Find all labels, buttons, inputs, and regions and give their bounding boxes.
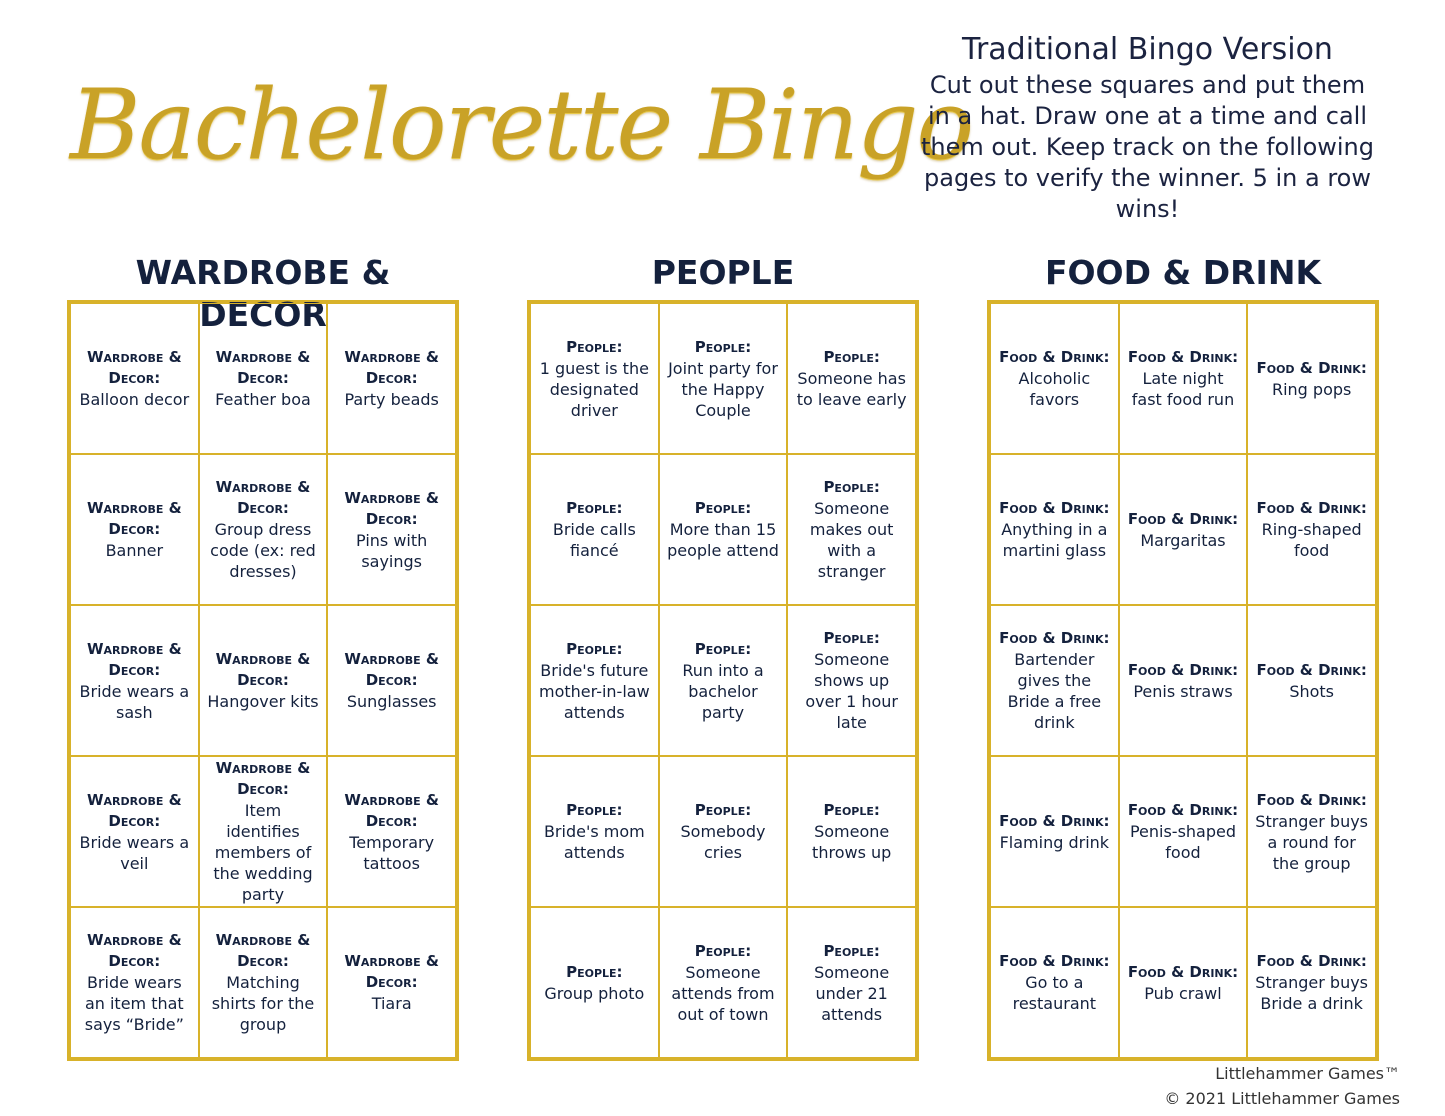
bingo-square <box>659 756 788 907</box>
square-text: Feather boa <box>215 390 311 409</box>
square-text: Matching shirts for the group <box>211 973 315 1034</box>
square-text: Someone has to leave early <box>796 369 907 409</box>
bingo-square <box>1119 605 1248 756</box>
square-text: Flaming drink <box>999 832 1110 852</box>
bingo-square <box>327 907 456 1058</box>
bingo-square <box>1247 756 1376 907</box>
square-category: Wardrobe & Decor: <box>215 478 311 517</box>
bingo-square <box>787 605 916 756</box>
square-category: Wardrobe & Decor: <box>215 931 311 970</box>
square-category: Food & Drink: <box>1127 509 1239 528</box>
square-category: Wardrobe & Decor: <box>344 348 439 387</box>
square-category: Food & Drink: <box>1256 952 1367 970</box>
bingo-square <box>530 756 659 907</box>
instructions-body: Cut out these squares and put them in a hat. Draw one at a time and call them out. Keep track on the following pages to verify the winner. 5 in a row wins! <box>920 71 1375 223</box>
bachelorette-bingo-logo: Bachelorette Bingo <box>70 69 973 181</box>
bingo-square <box>199 907 328 1058</box>
bingo-square <box>787 303 916 454</box>
bingo-square <box>1119 454 1248 605</box>
square-category: Food & Drink: <box>999 811 1110 830</box>
square-category: Food & Drink: <box>999 952 1110 970</box>
copyright: © 2021 Littlehammer Games <box>1164 1089 1400 1108</box>
bingo-grid <box>67 300 459 1061</box>
square-text: Penis-shaped food <box>1129 822 1237 862</box>
square-text: Penis straws <box>1133 681 1233 701</box>
square-text: Margaritas <box>1140 530 1226 550</box>
bingo-square <box>1247 907 1376 1058</box>
instructions <box>920 32 1375 225</box>
square-text: Late night fast food run <box>1131 369 1235 409</box>
square-category: People: <box>566 499 623 517</box>
square-text: Bride wears an item that says “Bride” <box>84 973 184 1034</box>
square-category: People: <box>694 499 752 517</box>
square-category: Food & Drink: <box>999 629 1110 647</box>
bingo-square <box>787 454 916 605</box>
square-category: People: <box>694 639 752 658</box>
square-text: More than 15 people attend <box>667 520 779 560</box>
square-text: Go to a restaurant <box>1012 973 1097 1013</box>
square-text: Someone makes out with a stranger <box>809 499 894 581</box>
square-text: Party beads <box>344 390 439 409</box>
square-category: Food & Drink: <box>1127 962 1239 981</box>
square-category: Wardrobe & Decor: <box>86 790 182 830</box>
square-category: People: <box>823 629 880 647</box>
bingo-square <box>327 303 456 454</box>
square-category: People: <box>566 337 623 356</box>
square-text: Pub crawl <box>1144 983 1222 1003</box>
square-category: Wardrobe & Decor: <box>215 650 311 689</box>
square-text: Run into a bachelor party <box>682 660 764 722</box>
square-text: Bride wears a veil <box>79 832 190 873</box>
square-text: Tiara <box>371 994 412 1013</box>
square-text: Shots <box>1289 681 1335 701</box>
square-category: People: <box>694 801 752 819</box>
square-category: Wardrobe & Decor: <box>344 952 439 991</box>
square-text: Bride's future mother-in-law attends <box>539 660 650 722</box>
bingo-square <box>787 756 916 907</box>
square-category: People: <box>823 348 880 366</box>
bingo-square <box>990 907 1119 1058</box>
square-text: Banner <box>105 541 164 560</box>
bingo-square <box>659 454 788 605</box>
bingo-square <box>990 454 1119 605</box>
bingo-square <box>530 605 659 756</box>
bingo-square <box>530 454 659 605</box>
square-text: Anything in a martini glass <box>1001 520 1108 560</box>
square-text: Joint party for the Happy Couple <box>668 358 778 420</box>
square-category: People: <box>694 941 752 960</box>
square-category: Food & Drink: <box>1127 348 1239 366</box>
section-title: FOOD & DRINK <box>1044 253 1322 292</box>
square-text: Bride calls fiancé <box>552 520 636 560</box>
bingo-square <box>327 756 456 907</box>
square-category: Food & Drink: <box>1256 499 1367 517</box>
square-category: Food & Drink: <box>1256 660 1367 679</box>
bingo-grid <box>527 300 919 1061</box>
square-text: 1 guest is the designated driver <box>539 358 649 420</box>
square-category: Wardrobe & Decor: <box>86 348 182 387</box>
bingo-square <box>1247 454 1376 605</box>
bingo-square <box>1119 756 1248 907</box>
square-category: Wardrobe & Decor: <box>344 790 439 830</box>
bingo-square <box>990 605 1119 756</box>
square-text: Item identifies members of the wedding party <box>213 801 313 904</box>
bingo-square <box>70 605 199 756</box>
square-text: Someone under 21 attends <box>814 962 890 1024</box>
square-text: Someone shows up over 1 hour late <box>805 650 898 732</box>
square-text: Bride's mom attends <box>543 822 645 862</box>
square-text: Hangover kits <box>207 692 319 711</box>
square-text: Someone throws up <box>812 822 892 862</box>
square-category: Food & Drink: <box>1256 790 1367 809</box>
square-text: Temporary tattoos <box>349 832 435 873</box>
square-category: Food & Drink: <box>1127 660 1239 679</box>
square-category: People: <box>823 801 880 819</box>
square-category: Wardrobe & Decor: <box>344 488 439 528</box>
square-category: People: <box>566 801 623 819</box>
square-text: Somebody cries <box>680 822 766 862</box>
bingo-square <box>1119 907 1248 1058</box>
square-text: Sunglasses <box>346 692 437 711</box>
square-text: Ring pops <box>1271 379 1352 399</box>
square-category: Food & Drink: <box>999 348 1110 366</box>
square-text: Group dress code (ex: red dresses) <box>210 520 316 581</box>
bingo-square <box>199 605 328 756</box>
bingo-square <box>327 605 456 756</box>
square-text: Stranger buys Bride a drink <box>1255 973 1369 1013</box>
square-category: Wardrobe & Decor: <box>86 499 182 538</box>
bingo-square <box>659 303 788 454</box>
square-category: Wardrobe & Decor: <box>86 931 182 970</box>
square-text: Balloon decor <box>79 390 190 409</box>
square-category: Food & Drink: <box>999 499 1110 517</box>
bingo-square <box>1247 605 1376 756</box>
section-title: WARDROBE & DECOR <box>135 253 391 334</box>
bingo-square <box>199 303 328 454</box>
section-people <box>527 252 919 1061</box>
brand-credit: Littlehammer Games™ <box>1215 1064 1400 1083</box>
section-title: PEOPLE <box>651 253 795 292</box>
bingo-square <box>990 756 1119 907</box>
bingo-square <box>659 907 788 1058</box>
square-category: People: <box>566 639 623 658</box>
square-text: Someone attends from out of town <box>671 962 775 1024</box>
bingo-square <box>659 605 788 756</box>
bingo-square <box>327 454 456 605</box>
bingo-square <box>70 907 199 1058</box>
bingo-square <box>990 303 1119 454</box>
section-food-drink <box>987 252 1379 1061</box>
square-category: Wardrobe & Decor: <box>86 639 182 679</box>
square-text: Ring-shaped food <box>1261 520 1362 560</box>
bingo-square <box>70 756 199 907</box>
square-category: People: <box>823 478 880 496</box>
square-category: Wardrobe & Decor: <box>215 348 311 387</box>
square-category: People: <box>694 337 752 356</box>
bingo-square <box>70 454 199 605</box>
square-category: Food & Drink: <box>1127 801 1239 819</box>
square-text: Alcoholic favors <box>1018 369 1091 409</box>
square-category: Wardrobe & Decor: <box>215 759 311 798</box>
bingo-square <box>1247 303 1376 454</box>
square-category: Food & Drink: <box>1256 358 1367 377</box>
square-text: Stranger buys a round for the group <box>1255 811 1369 873</box>
section-wardrobe-decor <box>67 252 459 1061</box>
square-text: Pins with sayings <box>356 530 428 571</box>
square-text: Bride wears a sash <box>79 681 190 722</box>
square-category: Wardrobe & Decor: <box>344 650 439 689</box>
bingo-square <box>70 303 199 454</box>
bingo-square <box>530 907 659 1058</box>
square-text: Bartender gives the Bride a free drink <box>1007 650 1102 732</box>
square-category: People: <box>823 941 880 960</box>
bingo-square <box>199 454 328 605</box>
square-text: Group photo <box>544 983 645 1003</box>
bingo-square <box>530 303 659 454</box>
instructions-heading: Traditional Bingo Version <box>962 32 1333 67</box>
bingo-square <box>787 907 916 1058</box>
bingo-square <box>1119 303 1248 454</box>
square-category: People: <box>566 962 623 981</box>
bingo-square <box>199 756 328 907</box>
bingo-grid <box>987 300 1379 1061</box>
